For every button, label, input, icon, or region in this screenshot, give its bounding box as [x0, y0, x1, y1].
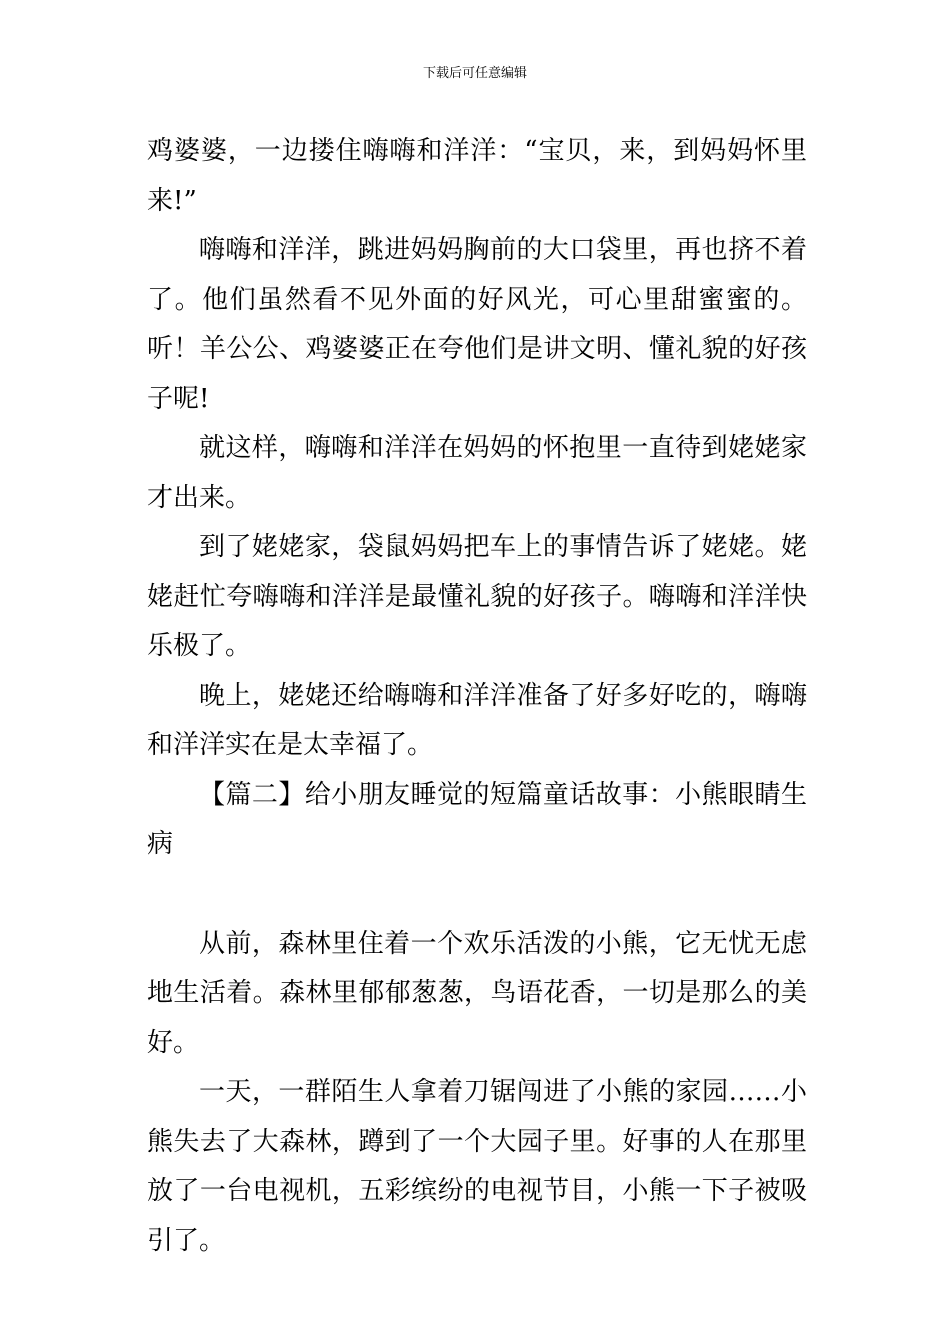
paragraph: 就这样，嗨嗨和洋洋在妈妈的怀抱里一直待到姥姥家才出来。	[147, 433, 807, 513]
blank-line	[147, 870, 807, 920]
paragraph: 一天，一群陌生人拿着刀锯闯进了小熊的家园……小熊失去了大森林，蹲到了一个大园子里。好事的人在那里放了一台电视机，五彩缤纷的电视节目，小熊一下子被吸引了。	[147, 1077, 807, 1256]
paragraph-continued: 鸡婆婆，一边搂住嗨嗨和洋洋：“宝贝，来，到妈妈怀里来!”	[147, 136, 807, 216]
paragraph: 到了姥姥家，袋鼠妈妈把车上的事情告诉了姥姥。姥姥赶忙夸嗨嗨和洋洋是最懂礼貌的好孩子。嗨嗨和洋洋快乐极了。	[147, 532, 807, 661]
paragraph: 嗨嗨和洋洋，跳进妈妈胸前的大口袋里，再也挤不着了。他们虽然看不见外面的好风光，可心里甜蜜蜜的。听！羊公公、鸡婆婆正在夸他们是讲文明、懂礼貌的好孩子呢!	[147, 235, 807, 414]
document-body	[147, 127, 807, 1266]
section-heading: 【篇二】给小朋友睡觉的短篇童话故事：小熊眼睛生病	[147, 779, 807, 859]
paragraph: 从前，森林里住着一个欢乐活泼的小熊，它无忧无虑地生活着。森林里郁郁葱葱，鸟语花香，一切是那么的美好。	[147, 928, 807, 1058]
paragraph: 晚上，姥姥还给嗨嗨和洋洋准备了好多好吃的，嗨嗨和洋洋实在是太幸福了。	[147, 680, 807, 760]
page-header: 下载后可任意编辑	[422, 66, 527, 81]
